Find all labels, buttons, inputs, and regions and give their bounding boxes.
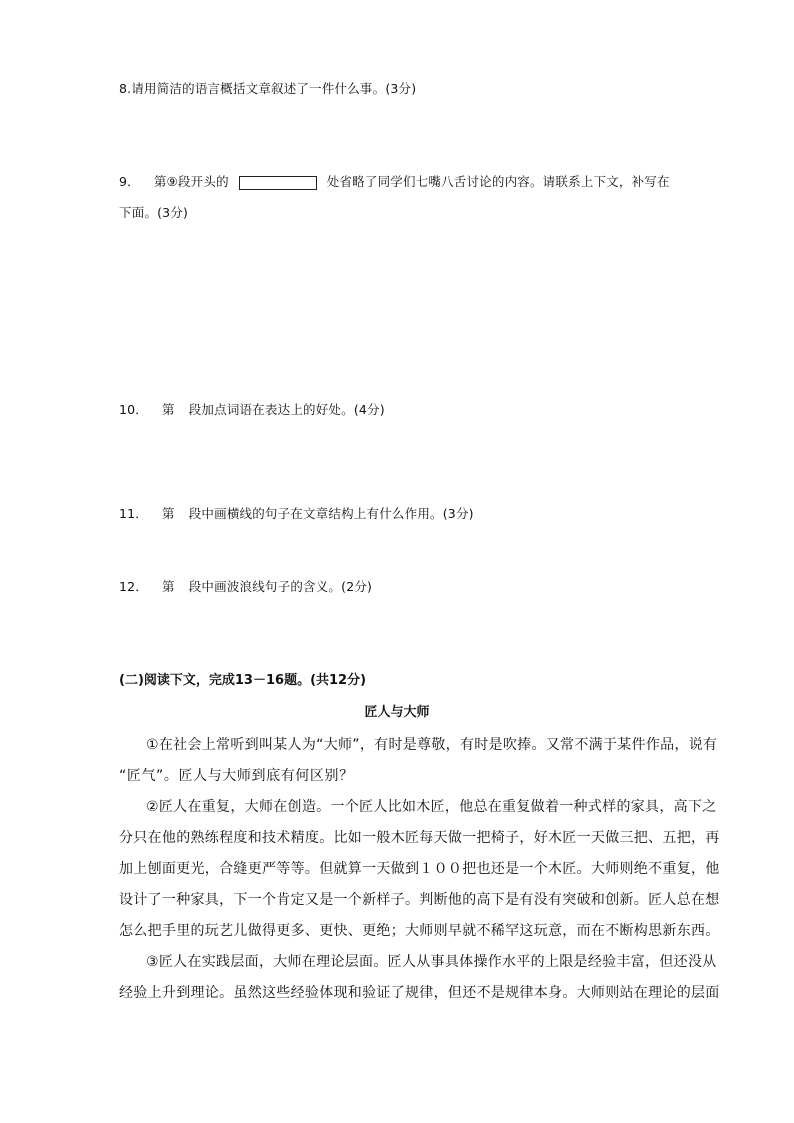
question-9-suffix: 处省略了同学们七嘴八舌讨论的内容。请联系上下文，补写在 [326,174,670,189]
question-12 [119,577,372,597]
question-9 [119,172,670,192]
question-12-di: 第 [162,579,175,594]
question-11 [119,504,474,524]
question-12-text: 段中画波浪线句子的含义。(2分) [188,579,373,594]
blank-box [239,176,317,190]
article-line: “匠气”。匠人与大师到底有何区别？ [119,768,354,784]
article-line: 设计了一种家具，下一个肯定又是一个新样子。判断他的高下是有没有突破和创新。匠人总在想 [119,892,720,908]
article-line: ②匠人在重复，大师在创造。一个匠人比如木匠，他总在重复做着一种式样的家具，高下之 [146,799,717,815]
article-line: ①在社会上常听到叫某人为“大师”，有时是尊敬，有时是吹捧。又常不满于某件作品，说有 [146,737,718,753]
question-8-text: 8.请用简洁的语言概括文章叙述了一件什么事。(3分) [119,81,417,96]
article-line: 分只在他的熟练程度和技术精度。比如一般木匠每天做一把椅子，好木匠一天做三把、五把，再 [119,830,720,846]
question-12-number: 12． [119,579,149,594]
article-line: ③匠人在实践层面，大师在理论层面。匠人从事具体操作水平的上限是经验丰富，但还没从 [146,954,717,970]
article-title: 匠人与大师 [364,705,430,720]
question-8 [119,79,416,99]
question-10-di: 第 [162,402,175,417]
section-heading: (二)阅读下文，完成13－16题。(共12分) [119,673,367,688]
article-line: 加上刨面更光，合缝更严等等。但就算一天做到１００把也还是一个木匠。大师则绝不重复，他 [119,861,720,877]
question-10 [119,400,385,420]
question-9-prefix: 第⑨段开头的 [153,174,229,189]
article-line: 怎么把手里的玩艺儿做得更多、更快、更绝；大师则早就不稀罕这玩意，而在不断构思新东西。 [119,923,720,939]
question-10-number: 10． [119,402,149,417]
question-11-number: 11． [119,506,149,521]
question-9-line2 [119,203,188,223]
question-11-text: 段中画横线的句子在文章结构上有什么作用。(3分) [188,506,474,521]
article-line: 经验上升到理论。虽然这些经验体现和验证了规律，但还不是规律本身。大师则站在理论的层面 [119,985,720,1001]
question-9-number: 9． [119,174,140,189]
question-9-line2-text: 下面。(3分) [119,205,189,220]
question-11-di: 第 [162,506,175,521]
question-10-text: 段加点词语在表达上的好处。(4分) [188,402,385,417]
